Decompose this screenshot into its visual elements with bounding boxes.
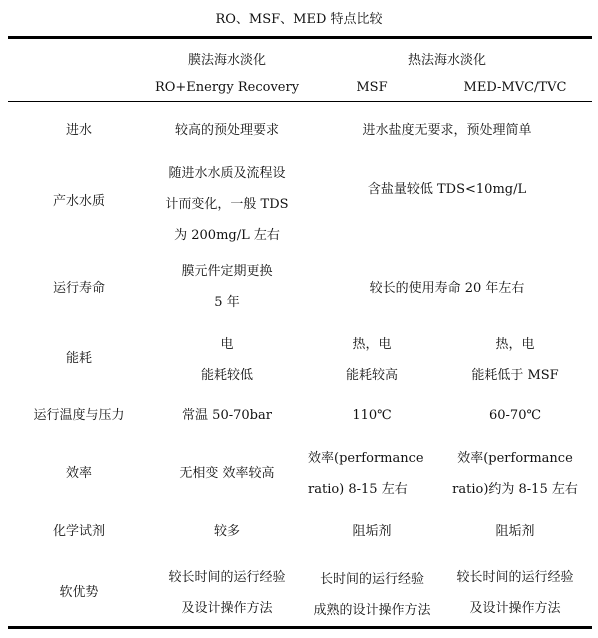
ro-cell: 无相变 效率较高 — [179, 466, 275, 481]
thermal-cell: 进水盐度无要求，预处理简单 — [362, 123, 532, 138]
table-title: RO、MSF、MED 特点比较 — [215, 12, 383, 27]
header-msf: MSF — [356, 80, 388, 95]
ro-cell: 较长时间的运行经验 及设计操作方法 — [168, 570, 286, 616]
med-cell: 效率(performance ratio)约为 8-15 左右 — [452, 451, 578, 497]
med-cell: 60-70℃ — [488, 408, 542, 423]
ro-cell: 电 能耗较低 — [200, 337, 253, 383]
ro-cell: 随进水水质及流程设 计而变化，一般 TDS 为 200mg/L 左右 — [165, 166, 289, 243]
ro-cell: 常温 50-70bar — [182, 408, 272, 423]
med-cell: 较长时间的运行经验 及设计操作方法 — [456, 570, 574, 616]
ro-cell: 较高的预处理要求 — [174, 123, 279, 138]
row-label: 进水 — [65, 123, 92, 138]
header-thermal-group: 热法海水淡化 — [407, 53, 486, 68]
top-rule — [8, 36, 592, 39]
msf-cell: 110℃ — [352, 408, 392, 423]
row-label: 运行温度与压力 — [33, 408, 125, 423]
row-label: 产水水质 — [52, 194, 105, 209]
row-label: 软优势 — [59, 585, 99, 600]
row-label: 运行寿命 — [52, 281, 105, 296]
row-label: 能耗 — [65, 351, 92, 366]
msf-cell: 阻垢剂 — [352, 524, 392, 539]
header-med: MED-MVC/TVC — [463, 80, 567, 95]
med-cell: 阻垢剂 — [495, 524, 535, 539]
bottom-rule — [8, 626, 592, 629]
msf-cell: 效率(performance ratio) 8-15 左右 — [308, 451, 424, 497]
msf-cell: 长时间的运行经验 成熟的设计操作方法 — [313, 572, 431, 618]
row-label: 化学试剂 — [52, 524, 105, 539]
header-ro: RO+Energy Recovery — [154, 80, 300, 95]
thermal-cell: 较长的使用寿命 20 年左右 — [369, 281, 525, 296]
thermal-cell: 含盐量较低 TDS<10mg/L — [367, 182, 527, 197]
msf-cell: 热，电 能耗较高 — [345, 337, 398, 383]
med-cell: 热，电 能耗低于 MSF — [471, 337, 559, 383]
row-label: 效率 — [65, 466, 92, 481]
ro-cell: 较多 — [213, 524, 240, 539]
header-membrane-group: 膜法海水淡化 — [187, 53, 266, 68]
ro-cell: 膜元件定期更换 5 年 — [181, 264, 273, 310]
